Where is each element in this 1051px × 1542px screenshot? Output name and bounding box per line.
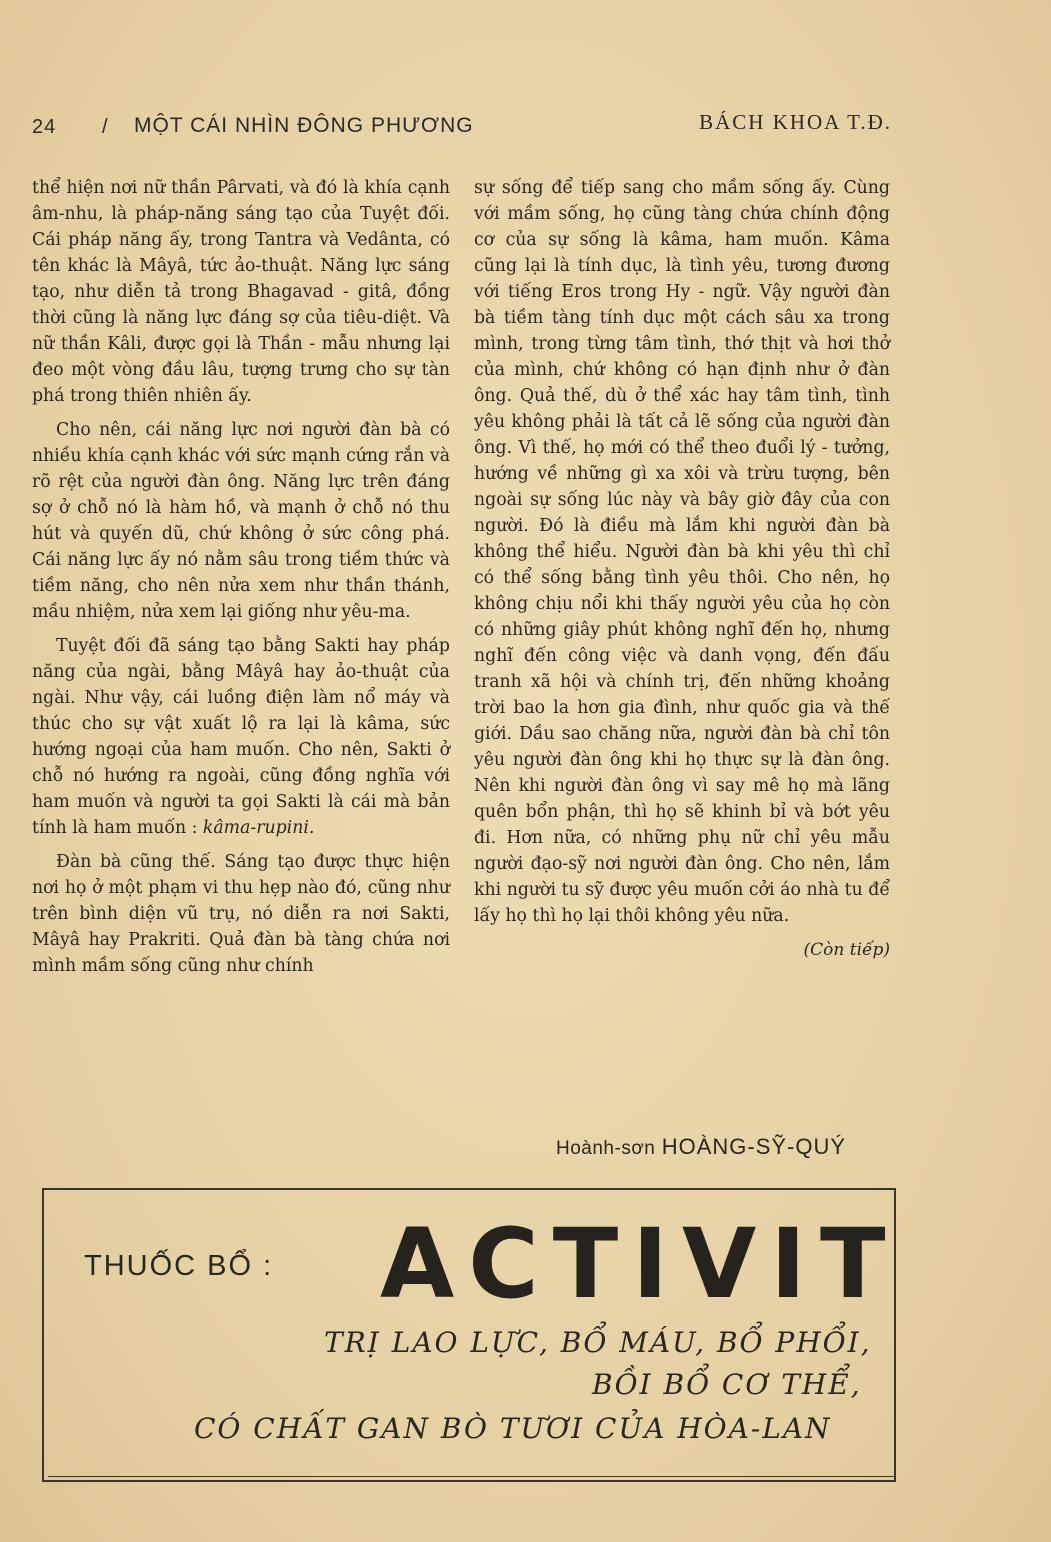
paragraph: Đàn bà cũng thế. Sáng tạo được thực hiện nơi họ ở một phạm vi thu hẹp nào đó, cũng như trên bình diện vũ trụ, nó diễn ra nơi Sakti, Mâyâ hay Prakriti. Quả đàn bà tàng chứa nơi mình mầm sống cũng như chính: [32, 852, 450, 976]
pen-name: Hoành-sơn: [556, 1138, 656, 1159]
paragraph: thể hiện nơi nữ thần Pârvati, và đó là khía cạnh âm-nhu, là pháp-năng sáng tạo của Tuyệt đối. Cái pháp năng ấy, trong Tantra và Vedânta, có tên khác là Mâyâ, tức ảo-thuật. Năng lực sáng tạo, như diễn tả trong Bhagavad - gitâ, đồng thời cũng là năng lực đáng sợ của tiêu-diệt. Và nữ thần Kâli, được gọi là Thần - mẫu nhưng lại đeo một vòng đầu lâu, tượng trưng cho sự tàn phá trong thiên nhiên ấy.: [32, 178, 450, 406]
paragraph: sự sống để tiếp sang cho mầm sống ấy. Cùng với mầm sống, họ cũng tàng chứa chính động cơ của sự sống là kâma, ham muốn. Kâma cũng lại là tính dục, là tình yêu, tương đương với tiếng Eros trong Hy - ngữ. Vậy người đàn bà tiềm tàng tính dục một cách sâu xa trong mình, trong từng tâm tình, thớ thịt và hơi thở của mình, chứ không có hạn định như ở đàn ông. Quả thế, dù ở thể xác hay tâm tình, tình yêu không phải là tất cả lẽ sống của người đàn ông. Vì thế, họ mới có thể theo đuổi lý - tưởng, hướng về những gì xa xôi và trừu tượng, bên ngoài sự sống lúc này và bây giờ đây của con người. Đó là điều mà lắm khi người đàn bà không thể hiểu. Người đàn bà khi yêu thì chỉ có thể sống bằng tình yêu thôi. Cho nên, họ không chịu nổi khi thấy người yêu của họ còn có những giây phút không nghĩ đến họ, nhưng nghĩ đến công việc và danh vọng, đến đấu tranh xã hội và chính trị, đến những khoảng trời bao la hơn gia đình, như quốc gia và thế giới. Dầu sao chăng nữa, người đàn bà chỉ tôn yêu người đàn ông khi họ thực sự là đàn ông. Nên khi người đàn ông vì say mê họ mà lãng quên bổn phận, thì họ sẽ khinh bỉ và bớt yêu đi. Hơn nữa, có những phụ nữ chỉ yêu mẫu người đạo-sỹ nơi người đàn ông. Cho nên, lắm khi người tu sỹ được yêu muốn cởi áo nhà tu để lấy họ thì họ lại thôi không yêu nữa.: [474, 178, 890, 926]
paragraph-text: Tuyệt đối đã sáng tạo bằng Sakti hay pháp năng của ngài, bằng Mâyâ hay ảo-thuật của ngài. Như vậy, cái luồng điện làm nổ máy và thúc cho sự vật xuất lộ ra lại là kâma, sức hướng ngoại của ham muốn. Cho nên, Sakti ở chỗ nó hướng ra ngoài, cũng đồng nghĩa với ham muốn và người ta gọi Sakti là cái mà bản tính là ham muốn :: [32, 636, 450, 838]
author-byline: [556, 1134, 892, 1160]
advertisement-box: [42, 1188, 900, 1482]
ad-slogan-line: TRỊ LAO LỰC, BỔ MÁU, BỔ PHỔI,: [324, 1326, 872, 1359]
journal-name: BÁCH KHOA T.Đ.: [699, 110, 892, 134]
ad-slogan-line: BỒI BỔ CƠ THỂ,: [592, 1368, 862, 1401]
paragraph: Cho nên, cái năng lực nơi người đàn bà có nhiều khía cạnh khác với sức mạnh cứng rắn và rõ rệt của người đàn ông. Năng lực trên đáng sợ ở chỗ nó là hàm hồ, và mạnh ở chỗ nó thu hút và quyến dũ, chứ không ở sức công phá. Cái năng lực ấy nó nằm sâu trong tiềm thức và tiềm năng, cho nên nửa xem như thần thánh, mầu nhiệm, nửa xem lại giống như yêu-ma.: [32, 420, 450, 622]
header-separator: /: [102, 116, 109, 138]
paragraph: [32, 633, 450, 841]
running-title: MỘT CÁI NHÌN ĐÔNG PHƯƠNG: [134, 114, 474, 137]
ad-label: THUỐC BỔ :: [84, 1250, 274, 1282]
right-column: [474, 175, 890, 963]
page-number: 24: [32, 116, 57, 138]
ad-slogan-line: CÓ CHẤT GAN BÒ TƯƠI CỦA HÒA-LAN: [194, 1412, 832, 1445]
to-be-continued: (Còn tiếp): [803, 940, 890, 960]
author-name: HOÀNG-SỸ-QUÝ: [661, 1134, 847, 1159]
left-column: [32, 175, 450, 987]
ad-brand-name: ACTIVIT: [380, 1208, 900, 1320]
divider: [48, 1476, 894, 1477]
page-header: [32, 110, 892, 146]
sanskrit-term: kâma-rupini.: [202, 818, 315, 838]
